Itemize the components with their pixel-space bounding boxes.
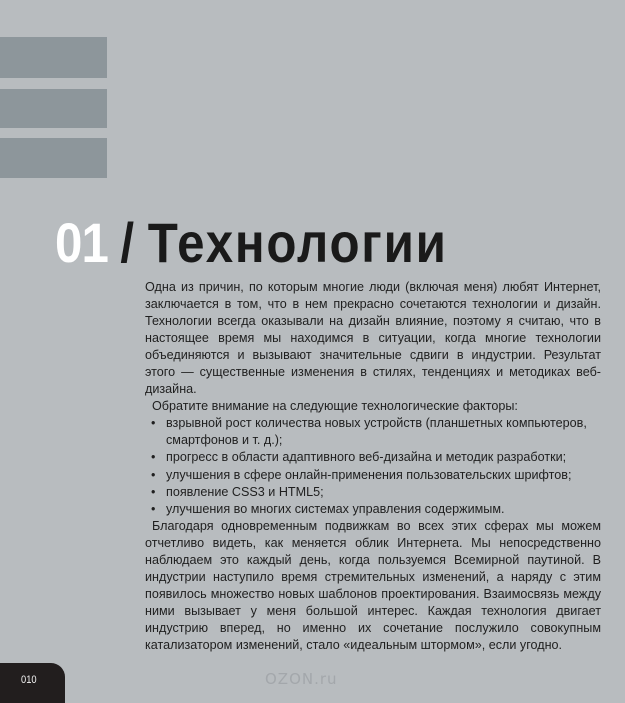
chapter-body: [145, 279, 601, 654]
bullet-icon: •: [151, 501, 156, 516]
factors-list: [145, 415, 601, 517]
paragraph-intro: Одна из причин, по которым многие люди (включая меня) любят Интернет, заключается в том, что в нем прекрасно сочетаются технологии и дизайн. Технологии всегда оказывали на дизайн влияние, поэтому я считаю, что в настоящее время мы находимся в ситуации, когда многие технологии объединяются и вызывают значительные сдвиги в индустрии. Результат этого — существенные изменения в стилях, тенденциях и методиках веб-дизайна.: [145, 280, 601, 397]
bullet-icon: •: [151, 450, 156, 465]
watermark-logo: OZON.ru: [265, 670, 338, 688]
list-item: • появление CSS3 и HTML5;: [145, 484, 601, 501]
list-item: • улучшения в сфере онлайн-применения пользовательских шрифтов;: [145, 467, 601, 484]
chapter-number: 01: [55, 211, 109, 274]
list-item: • улучшения во многих системах управления содержимым.: [145, 501, 601, 518]
bullet-icon: •: [151, 416, 156, 431]
heading-separator: /: [120, 211, 135, 274]
chapter-heading: [55, 210, 448, 276]
chapter-title: Технологии: [147, 211, 448, 274]
bullet-icon: •: [151, 484, 156, 499]
decorative-bar-1: [0, 37, 107, 78]
decorative-bar-3: [0, 138, 107, 178]
list-item: • взрывной рост количества новых устройств (планшетных компьютеров, смартфонов и т. д.);: [151, 416, 587, 448]
paragraph-conclusion: Благодаря одновременным подвижкам во всех этих сферах мы можем отчетливо видеть, как меняется облик Интернета. Мы непосредственно наблюдаем это каждый день, когда пользуемся Всемирной паутиной. В индустрии наступило время стремительных изменений, а наряду с этим появилось множество новых шаблонов проектирования. Взаимосвязь между ними вызывает у меня большой интерес. Каждая технология двигает индустрию вперед, но именно их сочетание послужило совокупным катализатором изменений, стало «идеальным штормом», если угодно.: [145, 518, 601, 652]
list-item: • прогресс в области адаптивного веб-дизайна и методик разработки;: [145, 449, 601, 466]
page-number: 010: [21, 674, 37, 686]
paragraph-factors-lead: Обратите внимание на следующие технологические факторы:: [152, 399, 518, 414]
page-number-tab: [0, 663, 65, 703]
bullet-icon: •: [151, 467, 156, 482]
decorative-bar-2: [0, 89, 107, 128]
